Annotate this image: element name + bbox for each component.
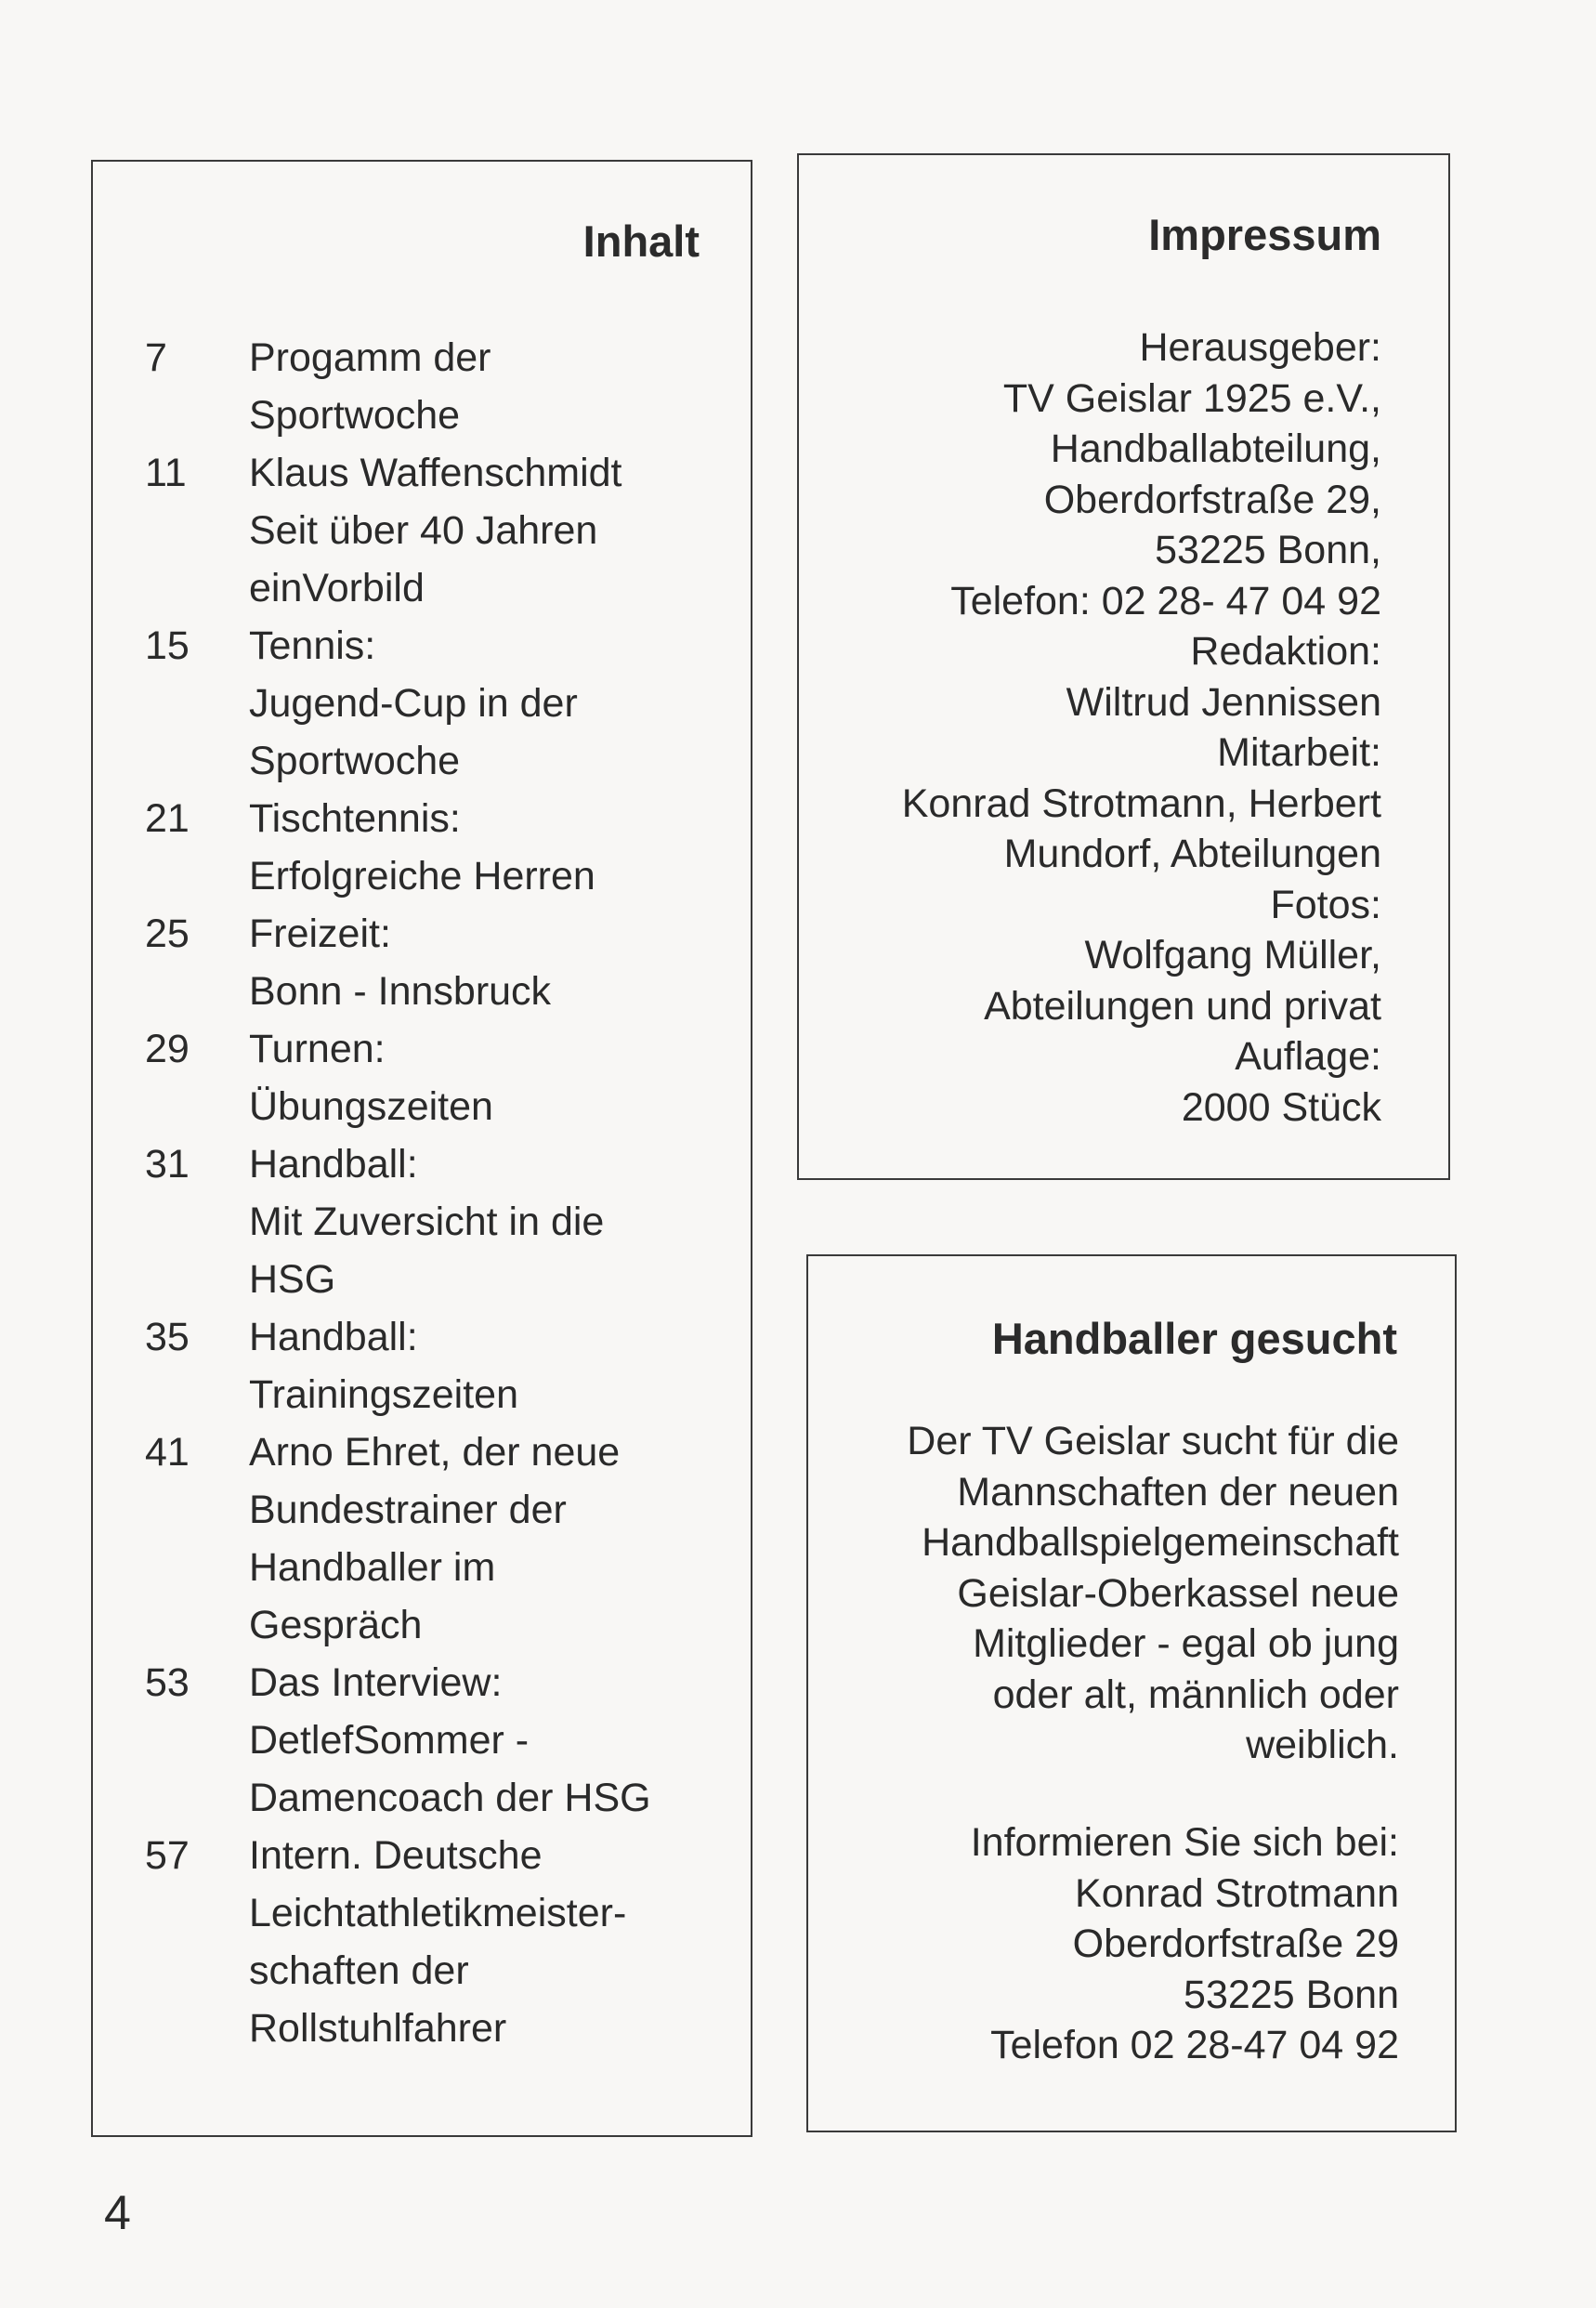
toc-entry-line: Übungszeiten	[249, 1084, 493, 1129]
toc-entry-line: Trainingszeiten	[249, 1372, 518, 1417]
handballer-contact-line: Informieren Sie sich bei:	[970, 1820, 1399, 1865]
toc-page-number: 7	[145, 335, 167, 380]
impressum-line: Wolfgang Müller,	[1084, 933, 1381, 977]
toc-entry-line: HSG	[249, 1257, 336, 1302]
toc-entry-line: Das Interview:	[249, 1660, 503, 1705]
impressum-line: 2000 Stück	[1181, 1084, 1381, 1130]
impressum-line: Fotos:	[1270, 882, 1381, 927]
toc-entry-line: Turnen:	[249, 1027, 386, 1071]
toc-entry-line: DetlefSommer -	[249, 1718, 530, 1763]
toc-page-number: 21	[145, 796, 190, 841]
toc-entry-line: Klaus Waffenschmidt	[249, 451, 622, 495]
toc-entry-title	[249, 1020, 751, 1135]
toc-entry-title	[249, 329, 751, 444]
impressum-line: Abteilungen und privat	[984, 983, 1381, 1029]
handballer-body-line: Mannschaften der neuen	[957, 1469, 1399, 1515]
toc-entry-line: Damencoach der HSG	[249, 1776, 651, 1820]
toc-entry-line: Tischtennis:	[249, 796, 461, 841]
handballer-body-line: Der TV Geislar sucht für die	[907, 1419, 1399, 1463]
toc-entry-line: Jugend-Cup in der	[249, 681, 578, 726]
toc-entry-title	[249, 444, 751, 617]
toc-entry-title	[249, 1135, 751, 1308]
impressum-text	[902, 322, 1381, 1133]
toc-page-number: 53	[145, 1660, 190, 1705]
toc-page-number: 11	[145, 451, 187, 495]
handballer-contact-line: Telefon 02 28-47 04 92	[990, 2023, 1399, 2067]
toc-entry-line: Intern. Deutsche	[249, 1833, 543, 1878]
toc-entry	[93, 1020, 751, 1135]
toc-entry-title	[249, 790, 751, 905]
impressum-line: Redaktion:	[1190, 629, 1381, 674]
toc-page-number: 31	[145, 1142, 190, 1187]
impressum-line: Mundorf, Abteilungen	[1003, 832, 1381, 876]
toc-entry-line: Freizeit:	[249, 911, 391, 956]
toc-entry-title	[249, 1654, 751, 1827]
toc-entry-line: Progamm der	[249, 335, 491, 380]
toc-entry	[93, 444, 751, 617]
handballer-body-line: Handballspielgemeinschaft	[922, 1520, 1399, 1565]
toc-page-number: 35	[145, 1315, 190, 1359]
page-number: 4	[104, 2186, 131, 2240]
impressum-line: Herausgeber:	[1139, 325, 1381, 370]
handballer-body-line: Geislar-Oberkassel neue	[957, 1570, 1399, 1616]
toc-entry-title	[249, 905, 751, 1020]
impressum-box	[797, 153, 1450, 1180]
handballer-body-line: weiblich.	[1246, 1723, 1399, 1767]
toc-page-number: 41	[145, 1430, 190, 1475]
toc-entry-line: Handball:	[249, 1315, 418, 1359]
toc-entry-line: Rollstuhlfahrer	[249, 2006, 507, 2051]
toc-entry-title	[249, 1827, 751, 2057]
impressum-line: TV Geislar 1925 e.V.,	[1002, 375, 1381, 421]
impressum-line: Telefon: 02 28- 47 04 92	[950, 578, 1381, 623]
handballer-body-line: Mitglieder - egal ob jung	[973, 1621, 1399, 1666]
toc-entry	[93, 790, 751, 905]
toc-list	[93, 329, 751, 2057]
toc-entry-line: schaften der	[249, 1948, 469, 1993]
toc-entry-title	[249, 617, 751, 790]
impressum-line: Handballabteilung,	[1050, 426, 1381, 471]
toc-entry-line: Mit Zuversicht in die	[249, 1200, 605, 1244]
impressum-line: Konrad Strotmann, Herbert	[901, 780, 1381, 826]
toc-entry-line: Arno Ehret, der neue	[249, 1430, 621, 1475]
toc-entry-line: Tennis:	[249, 623, 376, 668]
impressum-title: Impressum	[1148, 210, 1381, 259]
toc-page-number: 15	[145, 623, 190, 668]
toc-title: Inhalt	[582, 216, 700, 266]
impressum-line: Mitarbeit:	[1217, 730, 1381, 775]
toc-entry-line: Handball:	[249, 1142, 418, 1187]
toc-entry	[93, 1308, 751, 1423]
toc-entry	[93, 1827, 751, 2057]
handballer-body-line: oder alt, männlich oder	[992, 1672, 1399, 1717]
toc-entry	[93, 617, 751, 790]
toc-page-number: 25	[145, 911, 190, 956]
toc-entry-line: Gespräch	[249, 1603, 423, 1647]
toc-entry	[93, 905, 751, 1020]
toc-entry-line: Sportwoche	[249, 393, 461, 438]
handballer-contact-line: Konrad Strotmann	[1075, 1870, 1399, 1916]
toc-entry	[93, 1423, 751, 1654]
impressum-line: 53225 Bonn,	[1155, 528, 1381, 572]
impressum-line: Oberdorfstraße 29,	[1043, 477, 1381, 522]
toc-entry-line: einVorbild	[249, 566, 425, 610]
toc-entry-line: Leichtathletikmeister-	[249, 1891, 627, 1935]
toc-entry-line: Bundestrainer der	[249, 1488, 567, 1532]
toc-entry	[93, 1135, 751, 1308]
handballer-gesucht-box	[806, 1254, 1457, 2132]
toc-entry-title	[249, 1423, 751, 1654]
toc-entry	[93, 1654, 751, 1827]
toc-entry	[93, 329, 751, 444]
impressum-line: Wiltrud Jennissen	[1066, 679, 1381, 725]
impressum-line: Auflage:	[1235, 1034, 1381, 1079]
table-of-contents-box	[91, 160, 752, 2137]
toc-entry-line: Erfolgreiche Herren	[249, 854, 595, 898]
toc-entry-line: Handballer im	[249, 1545, 496, 1590]
handballer-body-text	[907, 1416, 1399, 1771]
handballer-contact-line: 53225 Bonn	[1184, 1972, 1399, 2017]
handballer-contact-text	[971, 1817, 1399, 2071]
handballer-contact-line: Oberdorfstraße 29	[1072, 1921, 1399, 1966]
handballer-title: Handballer gesucht	[991, 1314, 1397, 1363]
toc-page-number: 57	[145, 1833, 190, 1878]
toc-page-number: 29	[145, 1027, 190, 1071]
toc-entry-line: Seit über 40 Jahren	[249, 508, 598, 553]
toc-entry-line: Sportwoche	[249, 739, 461, 783]
toc-entry-title	[249, 1308, 751, 1423]
toc-entry-line: Bonn - Innsbruck	[249, 969, 552, 1014]
